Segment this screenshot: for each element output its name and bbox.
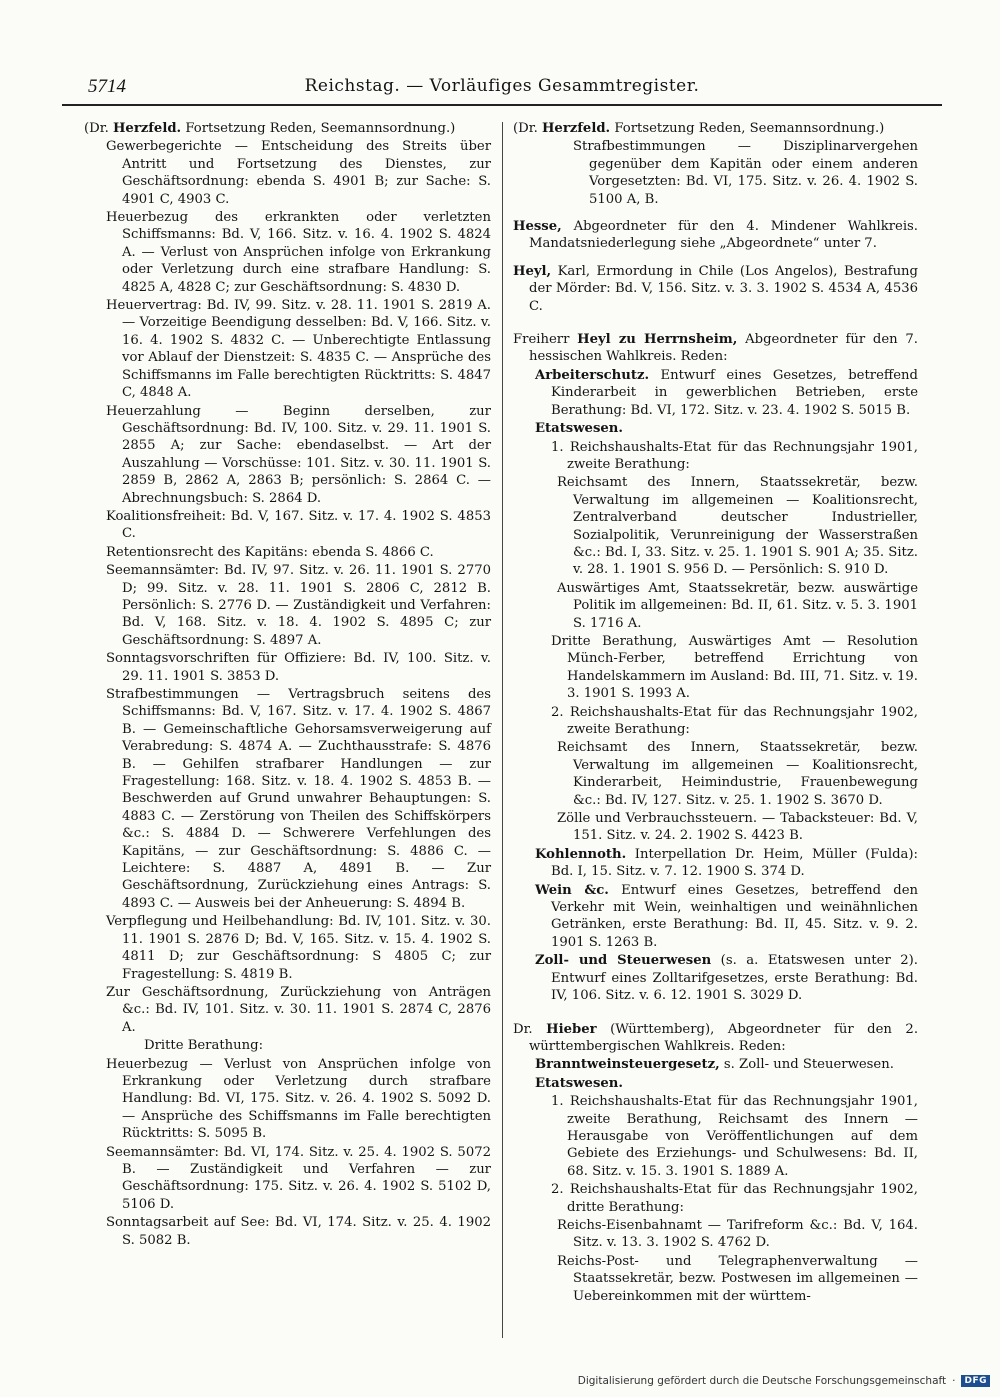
index-entry (535, 420, 918, 437)
entry-heading: Etatswesen. (535, 421, 623, 437)
left-column (84, 120, 491, 1250)
index-entry (551, 704, 918, 739)
index-entry (106, 508, 491, 543)
entry-text: Zölle und Verbrauchssteuern. — Tabacksteuer: Bd. V, 151. Sitz. v. 24. 2. 1902 S. 4423 B. (557, 811, 918, 844)
index-entry (84, 120, 491, 137)
index-entry (106, 1144, 491, 1214)
index-entry (106, 209, 491, 296)
entry-heading: Arbeiterschutz. (535, 367, 650, 383)
entry-text: Abgeordneter für den 4. Mindener Wahlkreis. Mandatsniederlegung siehe „Abgeordnete“ unter 7. (529, 219, 918, 252)
index-entry (557, 1253, 918, 1305)
entry-text: Dritte Berathung: (144, 1038, 264, 1054)
column-divider (502, 122, 503, 1338)
entry-text: Strafbestimmungen — Vertragsbruch seitens des Schiffsmanns: Bd. V, 167. Sitz. v. 17. 4. 1902 S. 4867 B. — Gemeinschaftliche Gehorsamsverweigerung auf Verabredung: S. 4874 A. — Zuchthausstrafe: S. 4876 B. — Gehilfen strafbarer Handlungen — zur Fragestellung: 168. Sitz. v. 18. 4. 1902 S. 4853 B. — Beschwerden auf Grund unwahrer Behauptungen: S. 4883 C. — Zerstörung von Theilen des Schiffskörpers &c.: S. 4884 D. — Schwerere Verfehlungen des Kapitäns, — zur Geschäftsordnung: S. 4886 C. — Leichtere: S. 4887 A, 4891 B. — Zur Geschäftsordnung, Zurückziehung eines Antrags: S. 4893 C. — Ausweis bei der Anheuerung: S. 4894 B. (106, 687, 491, 911)
entry-text: Dritte Berathung, Auswärtiges Amt — Resolution Münch-Ferber, betreffend Errichtung von Handelskammern im Ausland: Bd. III, 71. Sitz. v. 19. 3. 1901 S. 1993 A. (551, 633, 918, 702)
index-entry (513, 218, 918, 253)
index-entry (106, 984, 491, 1036)
index-entry (557, 580, 918, 632)
index-entry (573, 138, 918, 208)
entry-text: Reichs-Eisenbahnamt — Tarifreform &c.: Bd. V, 164. Sitz. v. 13. 3. 1902 S. 4762 D. (557, 1217, 918, 1251)
index-entry (106, 562, 491, 649)
dfg-logo-icon: DFG (961, 1375, 990, 1387)
index-entry (106, 138, 491, 208)
index-entry (106, 1056, 491, 1143)
entry-text: Verpflegung und Heilbehandlung: Bd. IV, 101. Sitz. v. 30. 11. 1901 S. 2876 D; Bd. V, 165. Sitz. v. 15. 4. 1902 S. 4811 D; zur Geschäftsordnung: S 4805 C; zur Fragestellung: S. 4819 B. (106, 914, 491, 982)
entry-text: (Dr. (513, 121, 542, 136)
index-entry (106, 403, 491, 507)
entry-text: (s. a. Etatswesen unter 2). Entwurf eines Zolltarifgesetzes, erste Berathung: Bd. IV, 106. Sitz. v. 6. 12. 1901 S. 3029 D. (551, 953, 918, 1004)
entry-text: Sonntagsarbeit auf See: Bd. VI, 174. Sitz. v. 25. 4. 1902 S. 5082 B. (106, 1215, 491, 1248)
page-number: 5714 (88, 76, 126, 97)
entry-heading: Herzfeld. (541, 121, 611, 136)
entry-heading: Zoll- und Steuerwesen (535, 953, 712, 969)
entry-text: Reichsamt des Innern, Staatssekretär, bezw. Verwaltung im allgemeinen — Koalitionsrecht, Zentralverband deutscher Industrieller, Sozialpolitik, Verunreinigung der Wasserstraßen &c.: Bd. I, 33. Sitz. v. 25. 1. 1901 S. 901 A; 35. Sitz. v. 28. 1. 1901 S. 956 D. — Persönlich: S. 910 D. (557, 475, 918, 578)
entry-text: Heuervertrag: Bd. IV, 99. Sitz. v. 28. 11. 1901 S. 2819 A. — Vorzeitige Beendigung desselben: Bd. V, 166. Sitz. v. 16. 4. 1902 S. 4832 C. — Unberechtigte Entlassung vor Ablauf der Dienstzeit: S. 4835 C. — Ansprüche des Schiffsmanns im Falle berechtigten Rücktritts: S. 4847 C, 4848 A. (106, 298, 491, 401)
index-entry (513, 1021, 918, 1056)
entry-text: Auswärtiges Amt, Staatssekretär, bezw. auswärtige Politik im allgemeinen: Bd. II, 61. Sitz. v. 5. 3. 1901 S. 1716 A. (557, 580, 918, 631)
index-entry (106, 544, 491, 561)
entry-heading: Branntweinsteuergesetz, (535, 1057, 720, 1073)
entry-text: Gewerbegerichte — Entscheidung des Streits über Antritt und Fortsetzung des Dienstes, zur Geschäftsordnung: ebenda S. 4901 B; zur Sache: S. 4901 C, 4903 C. (106, 139, 491, 207)
entry-text: Heuerbezug — Verlust von Ansprüchen infolge von Erkrankung oder Verletzung durch strafbare Handlung: Bd. VI, 175. Sitz. v. 26. 4. 1902 S. 5092 D. — Ansprüche des Schiffsmanns im Falle berechtigten Rücktritts: S. 5095 B. (106, 1056, 491, 1142)
entry-text: Heuerbezug des erkrankten oder verletzten Schiffsmanns: Bd. V, 166. Sitz. v. 16. 4. 1902 S. 4824 A. — Verlust von Ansprüchen infolge von Erkrankung oder Verletzung durch eine strafbare Handlung: S. 4825 A, 4828 C; zur Geschäftsordnung: S. 4830 D. (106, 210, 491, 295)
entry-heading: Etatswesen. (535, 1075, 623, 1091)
entry-heading: Hieber (546, 1021, 597, 1037)
index-entry (551, 439, 918, 474)
footer-credit: Digitalisierung gefördert durch die Deutsche Forschungsgemeinschaft (577, 1375, 947, 1387)
index-entry (106, 297, 491, 401)
entry-text: Heuerzahlung — Beginn derselben, zur Geschäftsordnung: Bd. IV, 100. Sitz. v. 29. 11. 1901 S. 2855 A; zur Sache: ebendaselbst. — Art der Auszahlung — Vorschüsse: 101. Sitz. v. 30. 11. 1901 S. 2859 B, 2862 A, 2863 B; persönlich: S. 2864 C. — Abrechnungsbuch: S. 2864 D. (106, 403, 491, 506)
entry-text: Dr. (513, 1021, 547, 1037)
entry-text: Seemannsämter: Bd. IV, 97. Sitz. v. 26. 11. 1901 S. 2770 D; 99. Sitz. v. 28. 11. 1901 S. 2806 C, 2812 B. Persönlich: S. 2776 D. — Zuständigkeit und Verfahren: Bd. V, 168. Sitz. v. 18. 4. 1902 S. 4895 C; zur Geschäftsordnung: S. 4897 A. (106, 563, 491, 648)
index-entry (106, 913, 491, 983)
entry-text: 1. Reichshaushalts-Etat für das Rechnungsjahr 1901, zweite Berathung, Reichsamt des Innern — Herausgabe von Veröffentlichungen auf dem Gebiete des Erziehungs- und Schulwesens: Bd. II, 68. Sitz. v. 15. 3. 1901 S. 1889 A. (551, 1094, 918, 1179)
entry-heading: Heyl zu Herrnsheim, (577, 332, 738, 348)
index-entry (535, 367, 918, 419)
entry-text: Strafbestimmungen — Disziplinarvergehen gegenüber dem Kapitän oder einem anderen Vorgesetzten: Bd. VI, 175. Sitz. v. 26. 4. 1902 S. 5100 A, B. (573, 139, 918, 207)
entry-heading: Kohlennoth. (535, 846, 627, 862)
entry-text: s. Zoll- und Steuerwesen. (719, 1057, 894, 1073)
index-entry (557, 810, 918, 845)
index-entry (535, 952, 918, 1004)
entry-text: 1. Reichshaushalts-Etat für das Rechnungsjahr 1901, zweite Berathung: (551, 439, 918, 472)
entry-heading: Wein &c. (535, 882, 609, 898)
entry-text: (Dr. (84, 121, 113, 136)
entry-text: Sonntagsvorschriften für Offiziere: Bd. IV, 100. Sitz. v. 29. 11. 1901 S. 3853 D. (106, 651, 491, 684)
index-entry (106, 650, 491, 685)
entry-text: Freiherr (513, 332, 578, 348)
entry-text: Karl, Ermordung in Chile (Los Angelos), Bestrafung der Mörder: Bd. V, 156. Sitz. v. 3. 3. 1902 S. 4534 A, 4536 C. (529, 263, 918, 314)
index-entry (535, 846, 918, 881)
index-entry (535, 882, 918, 952)
page-footer: Digitalisierung gefördert durch die Deutsche Forschungsgemeinschaft · DFG (578, 1375, 990, 1387)
index-entry (106, 1214, 491, 1249)
entry-text: Reichs-Post- und Telegraphenverwaltung — Staatssekretär, bezw. Postwesen im allgemeinen — Uebereinkommen mit der württem- (557, 1253, 918, 1304)
entry-text: 2. Reichshaushalts-Etat für das Rechnungsjahr 1902, dritte Berathung: (551, 1182, 918, 1215)
entry-text: Reichsamt des Innern, Staatssekretär, bezw. Verwaltung im allgemeinen — Koalitionsrecht, Kinderarbeit, Heimindustrie, Frauenbewegung &c.: Bd. IV, 127. Sitz. v. 25. 1. 1902 S. 3670 D. (557, 740, 918, 808)
index-entry (551, 1181, 918, 1216)
entry-heading: Herzfeld. (112, 121, 182, 136)
entry-text: Fortsetzung Reden, Seemannsordnung.) (610, 121, 885, 136)
index-entry (535, 1056, 918, 1073)
index-entry (106, 686, 491, 912)
page-header (62, 74, 942, 106)
entry-text: Fortsetzung Reden, Seemannsordnung.) (181, 121, 456, 136)
index-entry (144, 1037, 491, 1054)
entry-text: (Württemberg), Abgeordneter für den 2. württembergischen Wahlkreis. Reden: (529, 1021, 919, 1054)
index-entry (513, 331, 918, 366)
entry-text: Entwurf eines Gesetzes, betreffend Kinderarbeit in gewerblichen Betrieben, erste Berathung: Bd. VI, 172. Sitz. v. 23. 4. 1902 S. 5015 B. (551, 367, 918, 418)
index-entry (551, 633, 918, 703)
entry-text: Koalitionsfreiheit: Bd. V, 167. Sitz. v. 17. 4. 1902 S. 4853 C. (106, 508, 491, 542)
entry-heading: Hesse, (513, 219, 562, 235)
entry-text: Interpellation Dr. Heim, Müller (Fulda): Bd. I, 15. Sitz. v. 7. 12. 1900 S. 374 D. (551, 846, 918, 880)
index-entry (513, 263, 918, 315)
running-title: Reichstag. — Vorläufiges Gesammtregister. (304, 76, 700, 96)
entry-text: Entwurf eines Gesetzes, betreffend den Verkehr mit Wein, weinhaltigen und weinähnlichen Getränken, erste Berathung: Bd. II, 45. Sitz. v. 9. 2. 1901 S. 1263 B. (551, 882, 918, 950)
index-entry (557, 739, 918, 809)
entry-text: Retentionsrecht des Kapitäns: ebenda S. 4866 C. (106, 544, 434, 560)
index-entry (535, 1075, 918, 1092)
right-column (513, 120, 918, 1306)
index-entry (557, 474, 918, 578)
index-entry (513, 120, 918, 137)
entry-text: 2. Reichshaushalts-Etat für das Rechnungsjahr 1902, zweite Berathung: (551, 704, 918, 737)
index-entry (557, 1217, 918, 1252)
entry-heading: Heyl, (513, 263, 552, 279)
entry-text: Zur Geschäftsordnung, Zurückziehung von Anträgen &c.: Bd. IV, 101. Sitz. v. 30. 11. 1901 S. 2874 C, 2876 A. (106, 984, 491, 1035)
entry-text: Abgeordneter für den 7. hessischen Wahlkreis. Reden: (529, 332, 918, 365)
index-entry (551, 1093, 918, 1180)
entry-text: Seemannsämter: Bd. VI, 174. Sitz. v. 25. 4. 1902 S. 5072 B. — Zuständigkeit und Verfahren — zur Geschäftsordnung: 175. Sitz. v. 26. 4. 1902 S. 5102 D, 5106 D. (106, 1144, 491, 1212)
